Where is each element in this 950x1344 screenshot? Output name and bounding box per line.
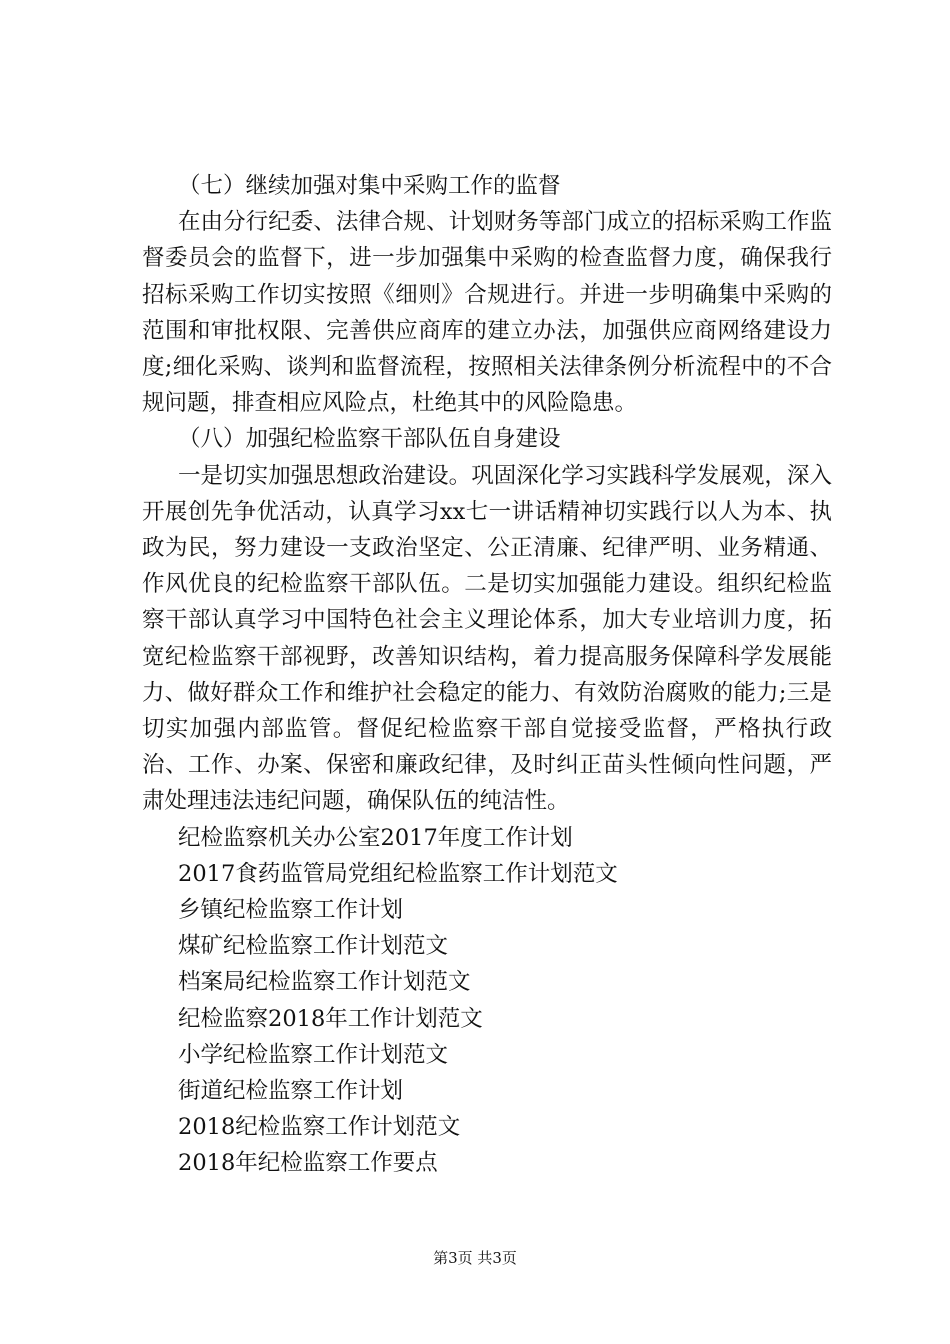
- section-heading-8: （八）加强纪检监察干部队伍自身建设: [178, 426, 561, 453]
- related-title-item: 纪检监察2018年工作计划范文: [178, 1005, 483, 1032]
- related-titles-list: [142, 820, 832, 1182]
- related-title-item: 纪检监察机关办公室2017年度工作计划: [178, 824, 573, 851]
- related-title-item: 小学纪检监察工作计划范文: [178, 1041, 449, 1068]
- related-title-item: 2018年纪检监察工作要点: [178, 1150, 438, 1177]
- related-title-item: 街道纪检监察工作计划: [178, 1078, 404, 1105]
- related-title-item: 2018纪检监察工作计划范文: [178, 1114, 461, 1141]
- section-paragraph-7: 在由分行纪委、法律合规、计划财务等部门成立的招标采购工作监督委员会的监督下，进一步加强集中采购的检查监督力度，确保我行招标采购工作切实按照《细则》合规进行。并进一步明确集中采购的范围和审批权限、完善供应商库的建立办法，加强供应商网络建设力度;细化采购、谈判和监督流程，按照相关法律条例分析流程中的不合规问题，排查相应风险点，杜绝其中的风险隐患。: [142, 209, 832, 417]
- related-title-item: 2017食药监管局党组纪检监察工作计划范文: [178, 860, 618, 887]
- document-body: [142, 168, 832, 1182]
- section-paragraph-8: 一是切实加强思想政治建设。巩固深化学习实践科学发展观，深入开展创先争优活动，认真学习xx七一讲话精神切实践行以人为本、执政为民，努力建设一支政治坚定、公正清廉、纪律严明、业务精通、作风优良的纪检监察干部队伍。二是切实加强能力建设。组织纪检监察干部认真学习中国特色社会主义理论体系，加大专业培训力度，拓宽纪检监察干部视野，改善知识结构，着力提高服务保障科学发展能力、做好群众工作和维护社会稳定的能力、有效防治腐败的能力;三是切实加强内部监管。督促纪检监察干部自觉接受监督，严格执行政治、工作、办案、保密和廉政纪律，及时纠正苗头性倾向性问题，严肃处理违法违纪问题，确保队伍的纯洁性。: [142, 462, 832, 815]
- related-title-item: 乡镇纪检监察工作计划: [178, 897, 404, 924]
- page-number-footer: 第3页 共3页: [433, 1249, 517, 1267]
- related-title-item: 煤矿纪检监察工作计划范文: [178, 933, 449, 960]
- section-heading-7: （七）继续加强对集中采购工作的监督: [178, 173, 561, 199]
- related-title-item: 档案局纪检监察工作计划范文: [178, 969, 471, 996]
